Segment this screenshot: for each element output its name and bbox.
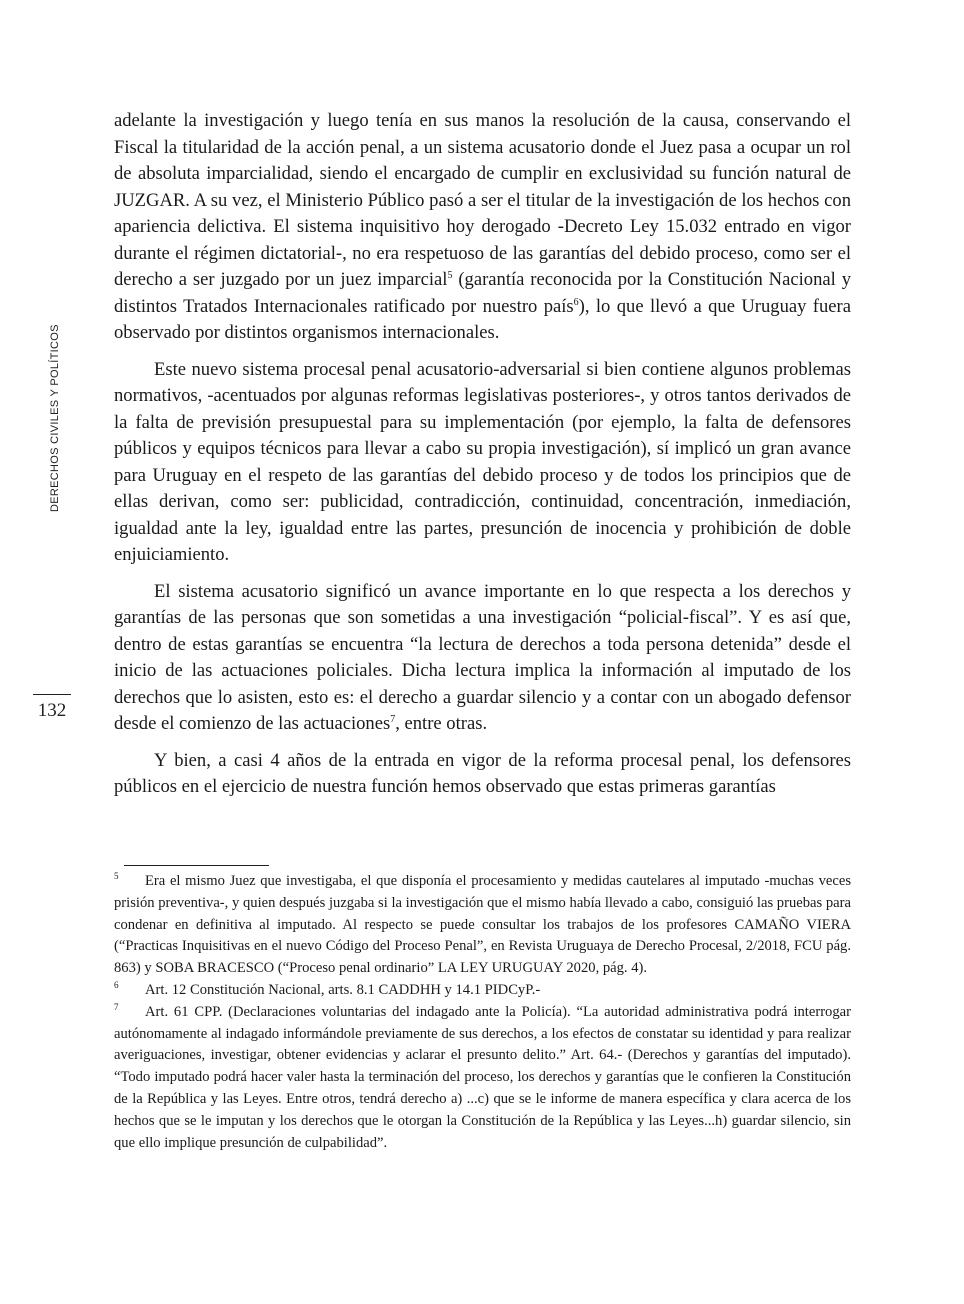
page-number: 132 (37, 700, 67, 721)
footnote-ref-6[interactable]: 6 (573, 296, 579, 308)
footnote-text: Art. 61 CPP. (Declaraciones voluntarias del indagado ante la Policía). “La autoridad administrativa podrá interrogar autónomamente al indagado informándole previamente de sus derechos, a los efectos de constatar su identidad y para realizar averiguaciones, investigar, obtener evidencias y aclarar el presunto delito.” Art. 64.- (Derechos y garantías del imputado). “Todo imputado podrá hacer valer hasta la terminación del proceso, los derechos y garantías que le confieren la Constitución de la República y las Leyes. Entre otros, tendrá derecho a) ...c) que se le informe de manera específica y clara acerca de los hechos que se le imputan y los derechos que le otorgan la Constitución de la República y las Leyes...h) guardar silencio, sin que ello implique presunción de culpabilidad”. (114, 1003, 851, 1151)
paragraph-1-text-b: (garantía reconocida por la Constitución Nacional y distintos Tratados Internacionales ratificado por nuestro país (114, 269, 851, 317)
paragraph-3 (114, 579, 851, 738)
paragraph-1-text-c: ), lo que llevó a que Uruguay fuera observado por distintos organismos internacionales. (114, 295, 851, 343)
paragraph-1-text-a: adelante la investigación y luego tenía en sus manos la resolución de la causa, conservando el Fiscal la titularidad de la acción penal, a un sistema acusatorio donde el Juez pasa a ocupar un rol de absoluta imparcialidad, siendo el encargado de cumplir en exclusividad su función natural de JUZGAR. A su vez, el Ministerio Público pasó a ser el titular de la investigación de los hechos con apariencia delictiva. El sistema inquisitivo hoy derogado -Decreto Ley 15.032 entrado en vigor durante el régimen dictatorial-, no era respetuoso de las garantías del debido proceso, como ser el derecho a ser juzgado por un juez imparcial (114, 110, 851, 290)
footnotes (114, 871, 851, 1154)
footnote-separator (124, 865, 269, 866)
footnote-ref-7[interactable]: 7 (390, 713, 396, 725)
footnote-text: Era el mismo Juez que investigaba, el que disponía el procesamiento y medidas cautelares al imputado -muchas veces prisión preventiva-, y quien después juzgaba si la investigación que el mismo había llevado a cabo, consiguió las pruebas para condenar en definitiva al imputado. Al respecto se puede consultar los trabajos de los profesores CAMAÑO VIERA (“Practicas Inquisitivas en el nuevo Código del Proceso Penal”, en Revista Uruguaya de Derecho Procesal, 2/2018, FCU pág. 863) y SOBA BRACESCO (“Proceso penal ordinario” LA LEY URUGUAY 2020, pág. 4). (114, 873, 851, 977)
footnote-ref-5[interactable]: 5 (447, 269, 453, 281)
paragraph-1 (114, 108, 851, 347)
paragraph-4: Y bien, a casi 4 años de la entrada en vigor de la reforma procesal penal, los defensores públicos en el ejercicio de nuestra función hemos observado que estas primeras garantías (114, 749, 851, 797)
paragraph-2: Este nuevo sistema procesal penal acusatorio-adversarial si bien contiene algunos problemas normativos, -acentuados por algunas reformas legislativas posteriores-, y otros tantos derivados de la falta de previsión presupuestal para su implementación (por ejemplo, la falta de defensores públicos y equipos técnicos para llevar a cabo su propia investigación), sí implicó un gran avance para Uruguay en el respeto de las garantías del debido proceso y de todos los principios que de ellas derivan, como ser: publicidad, contradicción, continuidad, concentración, inmediación, igualdad ante la ley, igualdad entre las partes, presunción de inocencia y prohibición de doble enjuiciamiento. (114, 358, 851, 565)
footnote-7: 7 Art. 61 CPP. (Declaraciones voluntarias del indagado ante la Policía). “La autoridad administrativa podrá interrogar autónomamente al indagado informándole previamente de sus derechos, a los efectos de constatar su identidad y para realizar averiguaciones, investigar, obtener evidencias y aclarar el presunto delito.” Art. 64.- (Derechos y garantías del imputado). “Todo imputado podrá hacer valer hasta la terminación del proceso, los derechos y garantías que le confieren la Constitución de la República y las Leyes. Entre otros, tendrá derecho a) ...c) que se le informe de manera específica y clara acerca de los hechos que se le imputan y los derechos que le otorgan la Constitución de la República y las Leyes...h) guardar silencio, sin que ello implique presunción de culpabilidad”. (114, 1001, 851, 1151)
footnote-text: Art. 12 Constitución Nacional, arts. 8.1 CADDHH y 14.1 PIDCyP.- (145, 981, 541, 998)
footnote-6: 6 Art. 12 Constitución Nacional, arts. 8.1 CADDHH y 14.1 PIDCyP.- (114, 980, 541, 998)
body-text (114, 108, 851, 811)
paragraph-3-text-a: El sistema acusatorio significó un avance importante en lo que respecta a los derechos y garantías de las personas que son sometidas a una investigación “policial-fiscal”. Y es así que, dentro de estas garantías se encuentra “la lectura de derechos a toda persona detenida” desde el inicio de las actuaciones policiales. Dicha lectura implica la información al imputado de los derechos que lo asisten, esto es: el derecho a guardar silencio y a contar con un abogado defensor desde el comienzo de las actuaciones (114, 580, 851, 734)
footnote-5: 5 Era el mismo Juez que investigaba, el que disponía el procesamiento y medidas cautelares al imputado -muchas veces prisión preventiva-, y quien después juzgaba si la investigación que el mismo había llevado a cabo, consiguió las pruebas para condenar en definitiva al imputado. Al respecto se puede consultar los trabajos de los profesores CAMAÑO VIERA (“Practicas Inquisitivas en el nuevo Código del Proceso Penal”, en Revista Uruguaya de Derecho Procesal, 2/2018, FCU pág. 863) y SOBA BRACESCO (“Proceso penal ordinario” LA LEY URUGUAY 2020, pág. 4). (114, 871, 851, 977)
page-number-rule (33, 694, 71, 695)
paragraph-3-text-b: , entre otras. (395, 713, 488, 734)
running-section-title: DERECHOS CIVILES Y POLÍTICOS (49, 324, 61, 512)
